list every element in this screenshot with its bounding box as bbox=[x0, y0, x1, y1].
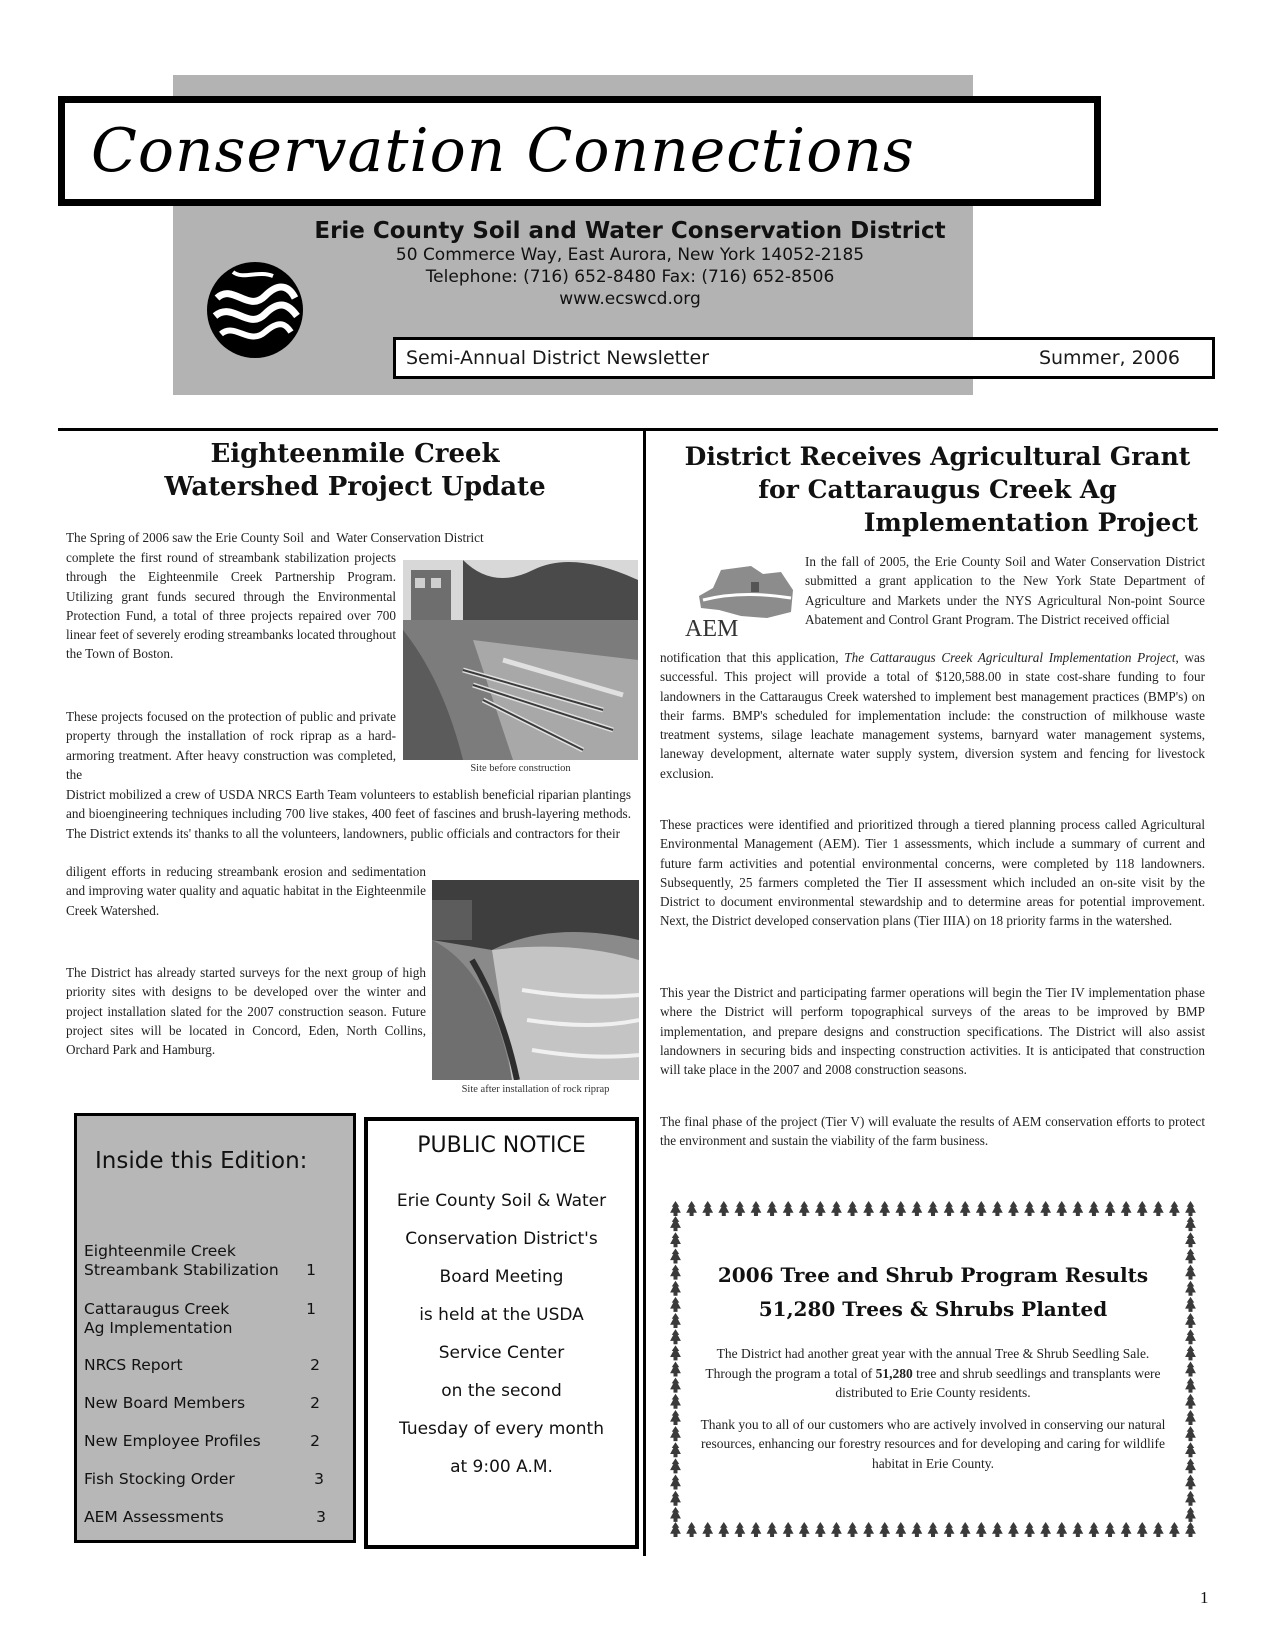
site-after-photo bbox=[432, 880, 639, 1080]
tree-border-icon bbox=[734, 1522, 745, 1537]
tree-border-icon bbox=[670, 1362, 681, 1377]
tree-border-icon bbox=[815, 1522, 826, 1537]
tree-heading-2: 51,280 Trees & Shrubs Planted bbox=[758, 1297, 1108, 1321]
tree-border-icon bbox=[783, 1522, 794, 1537]
tree-border-icon bbox=[976, 1522, 987, 1537]
tree-border-icon bbox=[670, 1426, 681, 1441]
aem-logo-text: AEM bbox=[685, 616, 739, 640]
tree-border-icon bbox=[1040, 1522, 1051, 1537]
tree-border-icon bbox=[879, 1201, 890, 1216]
toc-item[interactable]: Cattaraugus Creek Ag Implementation 1 bbox=[84, 1300, 316, 1337]
tree-border-icon bbox=[1056, 1201, 1067, 1216]
tree-border-icon bbox=[928, 1201, 939, 1216]
left-paragraph-2c: diligent efforts in reducing streambank erosion and sedimentation and improving water quality and aquatic habitat in the Eighteenmile Creek Watershed. bbox=[66, 864, 426, 918]
left-paragraph-1-first-line: The Spring of 2006 saw the Erie County Soil and Water Conservation District bbox=[66, 530, 484, 545]
org-address: 50 Commerce Way, East Aurora, New York 14052-2185 bbox=[395, 245, 865, 265]
notice-line: on the second bbox=[441, 1381, 562, 1401]
tree-border-icon bbox=[734, 1201, 745, 1216]
notice-line: Service Center bbox=[438, 1343, 565, 1363]
tree-border-icon bbox=[1185, 1410, 1196, 1425]
photo-caption-after: Site after installation of rock riprap bbox=[461, 1084, 610, 1095]
tree-border-icon bbox=[670, 1216, 681, 1231]
tree-border-icon bbox=[1185, 1442, 1196, 1457]
tree-border-icon bbox=[1185, 1491, 1196, 1506]
tree-border-icon bbox=[895, 1522, 906, 1537]
left-article-headline: Eighteenmile Creek Watershed Project Update bbox=[164, 439, 546, 502]
tree-border-icon bbox=[1137, 1522, 1148, 1537]
tree-paragraph-1: The District had another great year with the annual Tree & Shrub Seedling Sale. Through the program a total of 51,280 tree and shrub seedlings and transplants were distributed to Erie County residents. bbox=[705, 1346, 1161, 1400]
tree-border-icon bbox=[1153, 1522, 1164, 1537]
tree-border-icon bbox=[976, 1201, 987, 1216]
tree-border-icon bbox=[1185, 1265, 1196, 1280]
right-paragraph-4: The final phase of the project (Tier V) will evaluate the results of AEM conservation efforts to protect the environment and sustain the viability of the farm business. bbox=[660, 1114, 1205, 1149]
tree-border-icon bbox=[895, 1201, 906, 1216]
tree-border-icon bbox=[1185, 1522, 1196, 1537]
tree-border-icon bbox=[670, 1201, 681, 1216]
tree-border-icon bbox=[1089, 1522, 1100, 1537]
tree-border-icon bbox=[799, 1522, 810, 1537]
right-article-headline: District Receives Agricultural Grant for Cattaraugus Creek Ag Implementation Project bbox=[684, 442, 1198, 537]
tree-border-icon bbox=[670, 1522, 681, 1537]
tree-border-icon bbox=[718, 1522, 729, 1537]
edition-date: Summer, 2006 bbox=[1038, 347, 1180, 369]
tree-border-icon bbox=[686, 1522, 697, 1537]
tree-border-icon bbox=[1105, 1201, 1116, 1216]
right-paragraph-1b: notification that this application, The Cattaraugus Creek Agricultural Implementation Project, was successful. This project will provide a total of $120,588.00 in state cost-share funding to four landowners in the Cattaraugus Creek watershed to implement best management practices (BMP's) on their farms. BMP's scheduled for implementation include: the construction of milkhouse waste treatment systems, silage leachate management systems, barnyard water management systems, laneway development, alternate water supply system, diversion system and fencing for livestock exclusion. bbox=[660, 650, 1205, 781]
toc-item[interactable]: New Employee Profiles 2 bbox=[84, 1432, 320, 1450]
tree-border-icon bbox=[960, 1201, 971, 1216]
right-paragraph-3: This year the District and participating farmer operations will begin the Tier IV implementation phase where the District will perform topographical surveys of the areas to be improved by BMP implementation, and prepare designs and construction specifications. The District will also assist landowners in securing bids and inspecting construction activities. It is anticipated that construction will take place in the 2007 and 2008 construction seasons. bbox=[660, 985, 1205, 1078]
tree-border-icon bbox=[1072, 1522, 1083, 1537]
tree-border-icon bbox=[670, 1265, 681, 1280]
tree-border-icon bbox=[863, 1201, 874, 1216]
org-phone: Telephone: (716) 652-8480 Fax: (716) 652-8506 bbox=[425, 267, 835, 287]
tree-border-icon bbox=[1185, 1201, 1196, 1216]
org-name: Erie County Soil and Water Conservation District bbox=[314, 218, 946, 244]
tree-border-icon bbox=[831, 1201, 842, 1216]
tree-border-icon bbox=[960, 1522, 971, 1537]
tree-border-icon bbox=[992, 1201, 1003, 1216]
tree-border-icon bbox=[1185, 1297, 1196, 1312]
tree-border-icon bbox=[767, 1201, 778, 1216]
tree-border-icon bbox=[1072, 1201, 1083, 1216]
tree-border-icon bbox=[1121, 1522, 1132, 1537]
tree-border-icon bbox=[1185, 1378, 1196, 1393]
tree-border-icon bbox=[1105, 1522, 1116, 1537]
tree-border-icon bbox=[1137, 1201, 1148, 1216]
tree-border-icon bbox=[670, 1507, 681, 1522]
district-logo-icon bbox=[203, 258, 307, 362]
org-website: www.ecswcd.org bbox=[559, 289, 701, 309]
tree-border-icon bbox=[702, 1522, 713, 1537]
tree-border-icon bbox=[670, 1329, 681, 1344]
notice-line: Conservation District's bbox=[405, 1229, 598, 1249]
tree-border-icon bbox=[670, 1232, 681, 1247]
page-number: 1 bbox=[1200, 1588, 1209, 1607]
tree-border-icon bbox=[670, 1378, 681, 1393]
tree-border-icon bbox=[670, 1491, 681, 1506]
tree-border-icon bbox=[1024, 1522, 1035, 1537]
tree-border-icon bbox=[670, 1410, 681, 1425]
inside-edition-title: Inside this Edition: bbox=[95, 1148, 308, 1174]
tree-border-icon bbox=[912, 1201, 923, 1216]
right-paragraph-2: These practices were identified and prioritized through a tiered planning process called Agricultural Environmental Management (AEM). Tier 1 assessments, which include a summary of current and future farm activities and potential environmental concerns, were completed by 118 landowners. Subsequently, 25 farmers completed the Tier II assessment which included an on-site visit by the District to document environmental stewardship and to determine areas for potential improvement. Next, the District developed conservation plans (Tier IIIA) on 18 priority farms in the watershed. bbox=[660, 817, 1205, 929]
column-divider bbox=[643, 430, 646, 1556]
tree-border-icon bbox=[1040, 1201, 1051, 1216]
tree-border-icon bbox=[992, 1522, 1003, 1537]
tree-border-icon bbox=[1169, 1201, 1180, 1216]
public-notice-box bbox=[364, 1117, 639, 1549]
tree-border-icon bbox=[686, 1201, 697, 1216]
tree-border-icon bbox=[783, 1201, 794, 1216]
tree-border-icon bbox=[944, 1522, 955, 1537]
tree-border-icon bbox=[1185, 1458, 1196, 1473]
tree-border-icon bbox=[1185, 1507, 1196, 1522]
tree-border-icon bbox=[718, 1201, 729, 1216]
toc-item[interactable]: NRCS Report 2 bbox=[84, 1356, 320, 1374]
inside-edition-box bbox=[74, 1113, 356, 1543]
left-paragraph-3: The District has already started surveys for the next group of high priority sites with designs to be developed over the winter and project installation slated for the 2007 construction season. Future project sites will be located in Concord, Eden, North Collins, Orchard Park and Hamburg. bbox=[66, 965, 426, 1058]
tree-border-icon bbox=[815, 1201, 826, 1216]
tree-border-icon bbox=[1185, 1313, 1196, 1328]
tree-border-icon bbox=[670, 1345, 681, 1360]
tree-border-icon bbox=[831, 1522, 842, 1537]
notice-line: Board Meeting bbox=[439, 1267, 564, 1287]
tree-paragraph-2: Thank you to all of our customers who are actively involved in conserving our natural resources, enhancing our forestry resources and for developing and caring for wildlife habitat in Erie County. bbox=[700, 1416, 1166, 1471]
horizontal-divider bbox=[58, 428, 1218, 431]
notice-line: Tuesday of every month bbox=[399, 1419, 604, 1439]
newsletter-label: Semi-Annual District Newsletter bbox=[406, 347, 710, 369]
tree-border-icon bbox=[1185, 1248, 1196, 1263]
notice-line: is held at the USDA bbox=[419, 1305, 584, 1325]
left-paragraph-1: complete the first round of streambank stabilization projects through the Eighteenmile Creek Partnership Program. Utilizing grant funds secured through the Environmental Protection Fund, a total of three projects repaired over 700 linear feet of severely eroding streambanks located throughout the Town of Boston. bbox=[66, 550, 396, 662]
tree-border-icon bbox=[1121, 1201, 1132, 1216]
newsletter-bar bbox=[393, 337, 1215, 379]
tree-border-icon bbox=[1185, 1426, 1196, 1441]
tree-border-icon bbox=[912, 1522, 923, 1537]
tree-border-icon bbox=[847, 1522, 858, 1537]
site-before-photo bbox=[403, 560, 638, 760]
left-paragraph-2a: These projects focused on the protection of public and private property through the installation of rock riprap as a hard-armoring treatment. After heavy construction was completed, the bbox=[66, 709, 396, 782]
newsletter-title: Conservation Connections bbox=[91, 116, 915, 186]
tree-border-icon bbox=[847, 1201, 858, 1216]
tree-border-icon bbox=[1008, 1201, 1019, 1216]
public-notice-title: PUBLIC NOTICE bbox=[417, 1133, 586, 1158]
tree-border-icon bbox=[1056, 1522, 1067, 1537]
tree-border-icon bbox=[670, 1248, 681, 1263]
tree-border-icon bbox=[751, 1201, 762, 1216]
tree-border-icon bbox=[799, 1201, 810, 1216]
tree-border-icon bbox=[702, 1201, 713, 1216]
tree-border-icon bbox=[1169, 1522, 1180, 1537]
toc-item[interactable]: AEM Assessments 3 bbox=[84, 1508, 326, 1526]
tree-border-icon bbox=[1008, 1522, 1019, 1537]
tree-border-icon bbox=[944, 1201, 955, 1216]
tree-border-icon bbox=[1185, 1394, 1196, 1409]
tree-border-icon bbox=[1089, 1201, 1100, 1216]
tree-border-icon bbox=[670, 1475, 681, 1490]
tree-border-icon bbox=[670, 1442, 681, 1457]
toc-item[interactable]: Eighteenmile Creek Streambank Stabilization 1 bbox=[84, 1242, 316, 1279]
tree-border-icon bbox=[928, 1522, 939, 1537]
tree-border-icon bbox=[670, 1281, 681, 1296]
tree-border-icon bbox=[1185, 1281, 1196, 1296]
org-info bbox=[290, 218, 970, 310]
tree-border-icon bbox=[670, 1297, 681, 1312]
notice-line: at 9:00 A.M. bbox=[450, 1457, 553, 1477]
tree-border-icon bbox=[1185, 1362, 1196, 1377]
tree-border-icon bbox=[1185, 1475, 1196, 1490]
aem-logo-icon bbox=[681, 560, 801, 640]
toc-item[interactable]: New Board Members 2 bbox=[84, 1394, 320, 1412]
photo-caption-before: Site before construction bbox=[470, 763, 571, 774]
tree-heading-1: 2006 Tree and Shrub Program Results bbox=[717, 1263, 1149, 1287]
toc-item[interactable]: Fish Stocking Order 3 bbox=[84, 1470, 324, 1488]
tree-border-icon bbox=[1153, 1201, 1164, 1216]
tree-border-icon bbox=[1185, 1329, 1196, 1344]
tree-border-icon bbox=[767, 1522, 778, 1537]
tree-border-icon bbox=[670, 1394, 681, 1409]
tree-border-icon bbox=[879, 1522, 890, 1537]
tree-border-icon bbox=[670, 1458, 681, 1473]
right-paragraph-1a: In the fall of 2005, the Erie County Soil and Water Conservation District submitted a grant application to the New York State Department of Agriculture and Markets under the NYS Agricultural Non-point Source Abatement and Control Grant Program. The District received official bbox=[805, 554, 1205, 627]
tree-shrub-results bbox=[698, 1258, 1168, 1473]
tree-border-icon bbox=[1185, 1216, 1196, 1231]
masthead-title-box bbox=[58, 96, 1101, 206]
tree-border-icon bbox=[751, 1522, 762, 1537]
tree-border-icon bbox=[863, 1522, 874, 1537]
tree-border-icon bbox=[1185, 1345, 1196, 1360]
tree-border-icon bbox=[1024, 1201, 1035, 1216]
tree-border-icon bbox=[670, 1313, 681, 1328]
tree-border-icon bbox=[1185, 1232, 1196, 1247]
left-paragraph-2b: District mobilized a crew of USDA NRCS Earth Team volunteers to establish beneficial riparian plantings and bioengineering techniques including 700 live stakes, 400 feet of fascines and brush-layering methods. The District extends its' thanks to all the volunteers, landowners, public officials and contractors for their bbox=[66, 787, 631, 841]
notice-line: Erie County Soil & Water bbox=[396, 1191, 607, 1211]
